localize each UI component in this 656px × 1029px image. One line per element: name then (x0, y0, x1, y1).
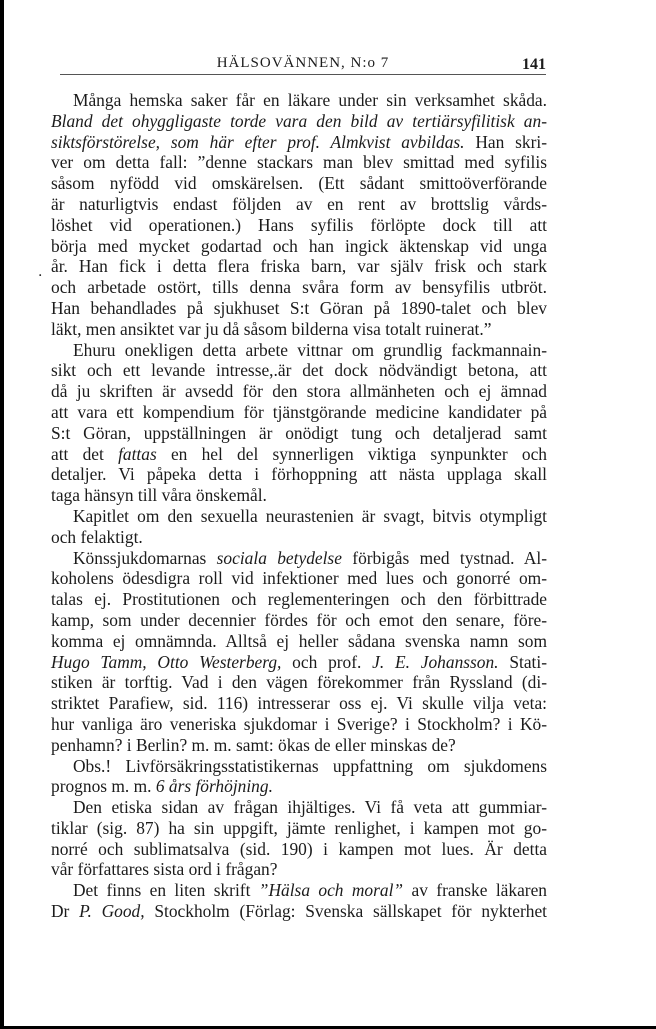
text-span: kamp, som under decennier fördes för och emot den senare, före- (51, 609, 547, 630)
text-span: Många hemska saker får en läkare under sin verksamhet skåda. (73, 90, 547, 110)
text-span: Stati- (498, 651, 547, 672)
text-span: och prof. (281, 651, 373, 672)
text-line (51, 111, 547, 132)
text-line (51, 194, 547, 215)
text-line (51, 527, 547, 548)
text-span: Obs.! Livförsäkringsstatistikernas uppfattning om sjukdomens (73, 755, 547, 776)
margin-mark: · (38, 268, 43, 284)
article-body (51, 90, 547, 922)
text-span: Han behandlades på sjukhuset S:t Göran på 1890-talet och blev (51, 297, 547, 318)
text-line (51, 506, 547, 527)
text-span: Könssjukdomarnas (73, 547, 217, 568)
text-span: S:t Göran, uppställningen är onödigt tung och detaljerad samt (51, 422, 547, 443)
text-span: ver om detta fall: ”denne stackars man blev smittad med syfilis (51, 152, 547, 173)
text-line (51, 797, 547, 818)
text-line (51, 319, 547, 340)
text-line (51, 776, 547, 797)
text-line (51, 173, 547, 194)
text-span: att det (51, 443, 119, 464)
italic-span: J. E. Johansson. (372, 651, 499, 672)
italic-span: ”Hälsa och moral” (258, 880, 404, 901)
text-span: detaljer. Vi påpeka detta i förhoppning att nästa upplaga skall (51, 464, 547, 485)
text-span: börja med mycket godartad och han ingick äktenskap vid unga (51, 235, 547, 256)
text-line (51, 236, 547, 257)
italic-span: P. Good, (79, 901, 145, 922)
text-line (51, 381, 547, 402)
text-line (51, 568, 547, 589)
italic-span: Hugo Tamm, Otto Westerberg, (51, 651, 282, 672)
text-span: taga hänsyn till våra önskemål. (51, 485, 267, 506)
text-span: tiklar (sig. 87) ha sin uppgift, jämte renlighet, i kampen mot go- (51, 817, 547, 838)
text-span: Stockholm (Förlag: Svenska sällskapet för nykterhet (144, 901, 547, 922)
text-line (51, 672, 547, 693)
text-span: och arbetade ostört, tills denna svåra form av bensyfilis utbröt. (51, 277, 547, 298)
text-line (51, 756, 547, 777)
text-span: förbigås med tystnad. Al- (341, 547, 548, 568)
text-span: Ehuru onekligen detta arbete vittnar om grundlig fackmannain- (73, 339, 547, 360)
italic-span: siktsförstörelse, som här efter prof. Almkvist avbildas. (51, 131, 465, 152)
text-line (51, 256, 547, 277)
text-line (51, 423, 547, 444)
text-line (51, 277, 547, 298)
text-span: sikt och ett levande intresse,.är det dock nödvändigt betona, att (51, 360, 547, 381)
text-span: vår författares sista ord i frågan? (51, 859, 278, 880)
text-span: Det finns en liten skrift (73, 880, 259, 901)
text-line (51, 215, 547, 236)
text-line (51, 152, 547, 173)
text-line (51, 714, 547, 735)
text-line (51, 859, 547, 880)
text-span: komma ej omnämnda. Alltså ej heller sådana svenska namn som (51, 630, 547, 651)
italic-span: Bland det ohyggligaste torde vara den bild av tertiärsyfilitisk an- (51, 110, 547, 131)
italic-span: 6 års förhöjning. (155, 776, 273, 797)
text-line (51, 402, 547, 423)
header-rule (60, 74, 546, 75)
text-line (51, 298, 547, 319)
text-span: och felaktigt. (51, 526, 143, 547)
text-line (51, 901, 547, 922)
italic-span: sociala betydelse (216, 547, 342, 568)
text-span: stiken är torftig. Vad i den vägen förekommer från Ryssland (di- (51, 672, 547, 693)
text-span: koholens ödesdigra roll vid infektioner med lues och gonorré om- (51, 568, 547, 589)
text-line (51, 693, 547, 714)
text-line (51, 548, 547, 569)
text-span: av franske läkaren (403, 880, 547, 901)
text-line (51, 631, 547, 652)
text-line (51, 90, 547, 111)
text-span: såsom nyfödd vid omskärelsen. (Ett sådant smittoöverförande (51, 173, 547, 194)
text-span: är naturligtvis endast följden av en rent av brottslig vårds- (51, 193, 547, 214)
text-span: Kapitlet om den sexuella neurastenien är svagt, bitvis otympligt (73, 505, 547, 526)
text-span: år. Han fick i detta flera friska barn, var själv frisk och stark (51, 256, 547, 277)
text-line (51, 340, 547, 361)
text-span: Den etiska sidan av frågan ihjältiges. Vi få veta att gummiar- (73, 797, 547, 818)
text-line (51, 818, 547, 839)
text-line (51, 839, 547, 860)
text-span: prognos m. m. (51, 776, 156, 797)
text-span: Dr (51, 901, 80, 922)
text-span: löshet vid operationen.) Hans syfilis förlöpte dock till att (51, 214, 547, 235)
page-number: 141 (522, 56, 546, 73)
text-span: penhamn? i Berlin? m. m. samt: ökas de eller minskas de? (51, 734, 456, 755)
text-line (51, 880, 547, 901)
italic-span: fattas (118, 443, 157, 464)
text-line (51, 589, 547, 610)
text-line (51, 464, 547, 485)
text-span: att vara ett kompendium för tjänstgörande medicine kandidater på (51, 401, 547, 422)
text-span: då ju skriften är avsedd för den stora allmänheten och ej ämnad (51, 381, 547, 402)
text-line (51, 360, 547, 381)
text-span: läkt, men ansiktet var ju då såsom bilderna visa totalt ruinerat.” (51, 318, 492, 339)
text-line (51, 652, 547, 673)
text-line (51, 485, 547, 506)
text-span: striktet Parafiew, sid. 116) intresserar oss ej. Vi skulle vilja veta: (51, 693, 547, 714)
text-line (51, 735, 547, 756)
text-span: norré och sublimatsalva (sid. 190) i kampen mot lues. Är detta (51, 838, 547, 859)
text-span: hur vanliga äro veneriska sjukdomar i Sverige? i Stockholm? i Kö- (51, 713, 547, 734)
page-edge-left (0, 0, 4, 1029)
running-head: HÄLSOVÄNNEN, N:o 7 (216, 55, 390, 71)
text-line (51, 444, 547, 465)
text-span: Han skri- (464, 131, 547, 152)
text-line (51, 610, 547, 631)
text-span: en hel del synnerligen viktiga synpunkter och (156, 443, 548, 464)
text-span: talas ej. Prostitutionen och reglementeringen och den förbittrade (51, 589, 547, 610)
text-line (51, 132, 547, 153)
